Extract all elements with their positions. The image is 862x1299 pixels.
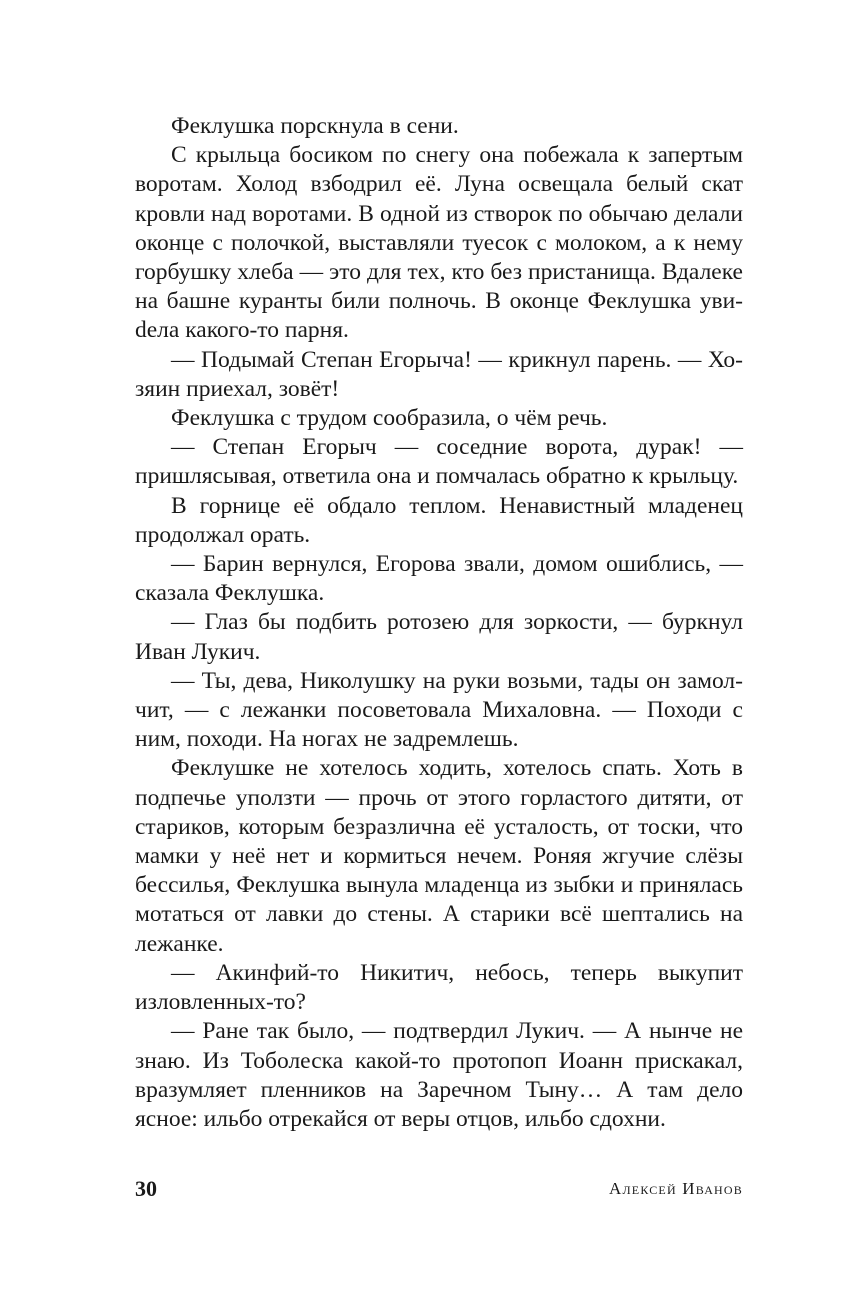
page-number: 30	[135, 1176, 157, 1201]
paragraph: — Ране так было, — подтвердил Лукич. — А нынче не знаю. Из Тоболеска какой-то протопоп Иоанн прискакал, вразумляет пленников на Заречном Тыну… А там дело ясное: ильбо отрекайся от веры отцов, ильбо сдохни.	[135, 1018, 743, 1132]
body-text	[135, 112, 743, 1134]
running-head-author: Алексей Иванов	[608, 1179, 743, 1198]
paragraph: — Подымай Степан Егорыча! — крикнул парень. — Хозяин приехал, зовёт!	[135, 346, 743, 402]
paragraph: Феклушке не хотелось ходить, хотелось спать. Хоть в подпечье уползти — прочь от этого горластого дитяти, от стариков, которым безразлична её усталость, от тоски, что мамки у неё нет и кормиться нечем. Роняя жгучие слёзы бессилья, Феклушка вынула младенца из зыбки и принялась мотаться от лавки до стены. А старики всё шептались на лежанке.	[135, 755, 743, 957]
paragraph: Феклушка с трудом сообразила, о чём речь.	[171, 405, 608, 432]
paragraph: — Акинфий-то Никитич, небось, теперь выкупит изловленных-то?	[135, 959, 743, 1016]
paragraph: Феклушка порскнула в сени.	[171, 113, 459, 139]
paragraph: В горнице её обдало теплом. Ненавистный младенец продолжал орать.	[135, 492, 743, 548]
page-footer	[135, 1176, 743, 1206]
paragraph: С крыльца босиком по снегу она побежала к запертым воротам. Холод взбодрил её. Луна освещала белый скат кровли над воротами. В одной из створок по обычаю делали оконце с полочкой, выставляли туесок с молоком, а к нему горбушку хлеба — это для тех, кто без пристанища. Вдалеке на башне куранты били полночь. В оконце Феклушка увиdела какого-то парня.	[135, 142, 743, 344]
paragraph: — Барин вернулся, Егорова звали, домом ошиблись, — сказала Феклушка.	[135, 551, 743, 607]
paragraph: — Глаз бы подбить ротозею для зоркости, — буркнул Иван Лукич.	[135, 609, 743, 665]
paragraph: — Ты, дева, Николушку на руки возьми, тады он замолчит, — с лежанки посоветовала Михаловна. — Походи с ним, походи. На ногах не задремлешь.	[135, 667, 743, 753]
paragraph: — Степан Егорыч — соседние ворота, дурак! — пришлясывая, ответила она и помчалась обратно к крыльцу.	[135, 434, 743, 490]
